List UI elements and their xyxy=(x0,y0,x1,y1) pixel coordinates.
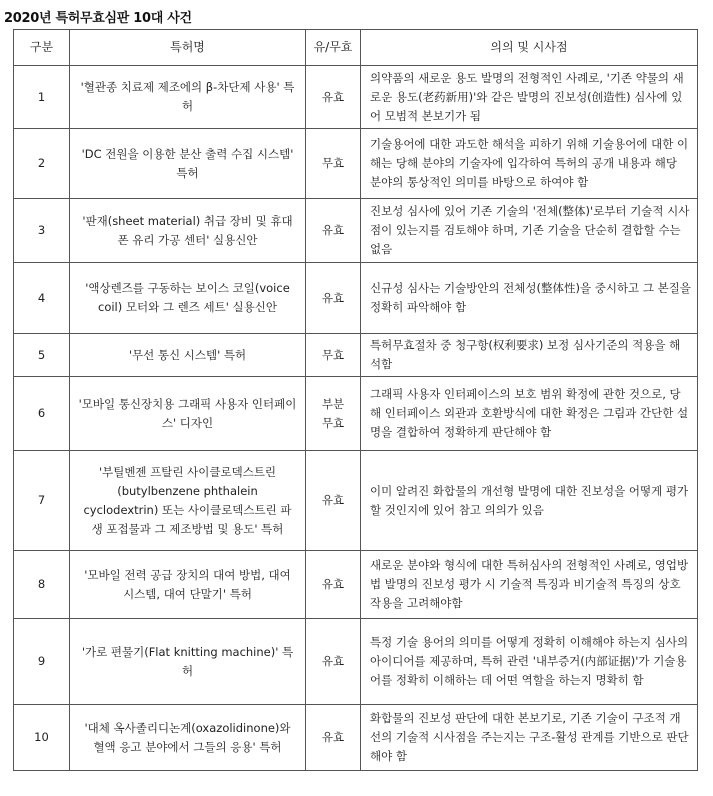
table-row xyxy=(14,451,698,551)
row-result: 유효 xyxy=(306,66,361,129)
row-result: 무효 xyxy=(306,334,361,377)
row-desc: 의약품의 새로운 용도 발명의 전형적인 사례로, '기존 약물의 새로운 용도(老药新用)'와 같은 발명의 진보성(创造性) 심사에 있어 모범적 본보기가 됨 xyxy=(361,66,698,129)
row-result: 부분 무효 xyxy=(306,377,361,451)
table-row xyxy=(14,263,698,334)
row-name: '부틸벤젠 프탈린 사이클로덱스트린(butylbenzene phthalein cyclodextrin) 또는 사이클로덱스트린 파생 포접물과 그 제조방법 및 용도' 특허 xyxy=(70,451,306,551)
header-no: 구분 xyxy=(14,30,70,66)
row-result: 유효 xyxy=(306,199,361,263)
row-desc: 기술용어에 대한 과도한 해석을 피하기 위해 기술용어에 대한 이해는 당해 분야의 기술자에 입각하여 특허의 공개 내용과 해당 분야의 통상적인 의미를 바탕으로 하여야 함 xyxy=(361,129,698,199)
table-row xyxy=(14,129,698,199)
row-result: 유효 xyxy=(306,551,361,619)
table-row xyxy=(14,66,698,129)
row-no: 7 xyxy=(14,451,70,551)
row-name: '무선 통신 시스템' 특허 xyxy=(70,334,306,377)
row-name: '대체 옥사졸리디논계(oxazolidinone)와 혈액 응고 분야에서 그들의 응용' 특허 xyxy=(70,705,306,771)
row-desc: 특허무효절차 중 청구항(权利要求) 보정 심사기준의 적용을 해석함 xyxy=(361,334,698,377)
table-row xyxy=(14,334,698,377)
row-desc: 이미 알려진 화합물의 개선형 발명에 대한 진보성을 어떻게 평가할 것인지에 있어 참고 의의가 있음 xyxy=(361,451,698,551)
row-desc: 신규성 심사는 기술방안의 전체성(整体性)을 중시하고 그 본질을 정확히 파악해야 함 xyxy=(361,263,698,334)
row-no: 5 xyxy=(14,334,70,377)
row-no: 2 xyxy=(14,129,70,199)
table-row xyxy=(14,705,698,771)
row-result: 무효 xyxy=(306,129,361,199)
table-row xyxy=(14,199,698,263)
row-desc: 화합물의 진보성 판단에 대한 본보기로, 기존 기술이 구조적 개선의 기술적 시사점을 주는지는 구조-활성 관계를 기반으로 판단해야 함 xyxy=(361,705,698,771)
row-name: '모바일 전력 공급 장치의 대여 방법, 대여 시스템, 대여 단말기' 특허 xyxy=(70,551,306,619)
table-row xyxy=(14,377,698,451)
row-name: 'DC 전원을 이용한 분산 출력 수집 시스템' 특허 xyxy=(70,129,306,199)
cases-table xyxy=(13,29,698,771)
row-no: 8 xyxy=(14,551,70,619)
header-name: 특허명 xyxy=(70,30,306,66)
row-result: 유효 xyxy=(306,619,361,705)
table-row xyxy=(14,619,698,705)
row-result: 유효 xyxy=(306,263,361,334)
row-no: 9 xyxy=(14,619,70,705)
header-result: 유/무효 xyxy=(306,30,361,66)
row-result: 유효 xyxy=(306,451,361,551)
table-header-row xyxy=(14,30,698,66)
header-significance: 의의 및 시사점 xyxy=(361,30,698,66)
row-desc: 그래픽 사용자 인터페이스의 보호 범위 확정에 관한 것으로, 당해 인터페이스 외관과 호환방식에 대한 확정은 그림과 간단한 설명을 결합하여 정확하게 판단해야 함 xyxy=(361,377,698,451)
page-title: 2020년 특허무효심판 10대 사건 xyxy=(4,11,192,26)
row-name: '가로 편물기(Flat knitting machine)' 특허 xyxy=(70,619,306,705)
row-result: 유효 xyxy=(306,705,361,771)
row-no: 1 xyxy=(14,66,70,129)
row-desc: 새로운 분야와 형식에 대한 특허심사의 전형적인 사례로, 영업방법 발명의 진보성 평가 시 기술적 특징과 비기술적 특징의 상호작용을 고려해야함 xyxy=(361,551,698,619)
table-row xyxy=(14,551,698,619)
row-desc: 진보성 심사에 있어 기존 기술의 '전체(整体)'로부터 기술적 시사점이 있는지를 검토해야 하며, 기존 기술을 단순히 결합할 수는 없음 xyxy=(361,199,698,263)
row-desc: 특정 기술 용어의 의미를 어떻게 정확히 이해해야 하는지 심사의 아이디어를 제공하며, 특허 관련 '내부증거(内部证据)'가 기술용어를 정확히 이해하는 데 어떤 역할을 하는지 명확히 함 xyxy=(361,619,698,705)
row-no: 6 xyxy=(14,377,70,451)
row-no: 4 xyxy=(14,263,70,334)
row-name: '모바일 통신장치용 그래픽 사용자 인터페이스' 디자인 xyxy=(70,377,306,451)
row-no: 3 xyxy=(14,199,70,263)
row-name: '판재(sheet material) 취급 장비 및 휴대폰 유리 가공 센터' 실용신안 xyxy=(70,199,306,263)
row-no: 10 xyxy=(14,705,70,771)
row-name: '혈관종 치료제 제조에의 β-차단제 사용' 특허 xyxy=(70,66,306,129)
row-name: '액상렌즈를 구동하는 보이스 코일(voice coil) 모터와 그 렌즈 세트' 실용신안 xyxy=(70,263,306,334)
